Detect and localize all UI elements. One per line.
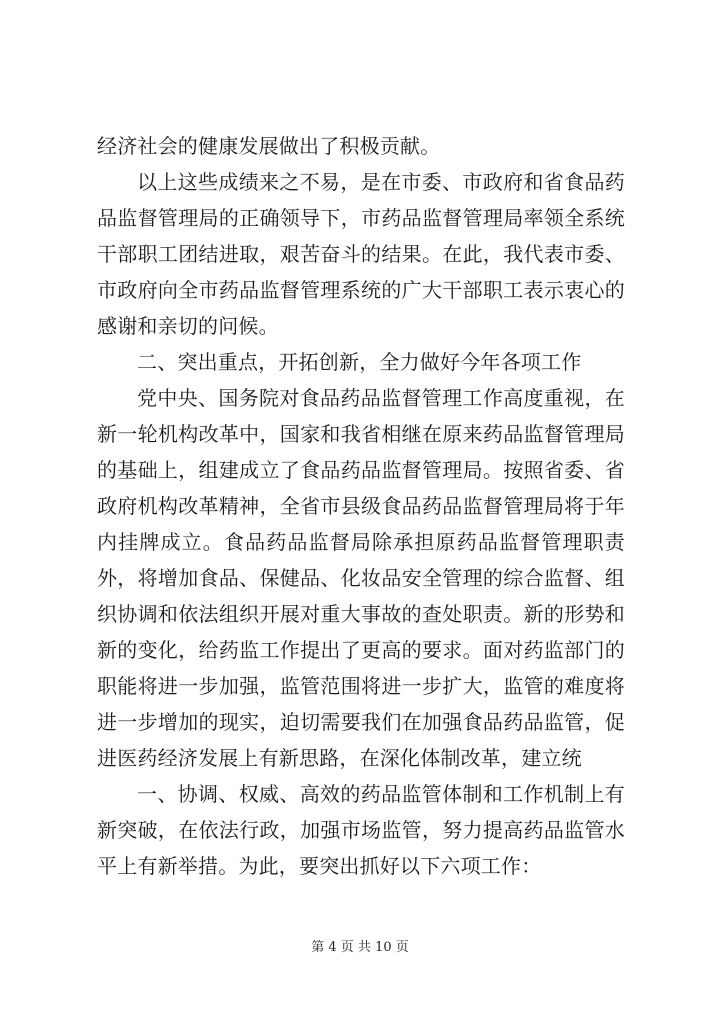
section-heading: 二、突出重点，开拓创新，全力做好今年各项工作 — [137, 350, 582, 374]
paragraph-reform: 党中央、国务院对食品药品监督管理工作高度重视，在新一轮机构改革中，国家和我省相继在原来药品监督管理局的基础上，组建成立了食品药品监督管理局。按照省委、省政府机构改革精神，全省市县级食品药品监督管理局将于年内挂牌成立。食品药品监督局除承担原药品监督管理职责外，将增加食品、保健品、化妆品安全管理的综合监督、组织协调和依法组织开展对重大事故的查处职责。新的形势和新的变化，给药监工作提出了更高的要求。面对药监部门的职能将进一步加强，监管范围将进一步扩大，监管的难度将进一步增加的现实，迫切需要我们在加强食品药品监管，促进医药经济发展上有新思路，在深化体制改革，建立统 — [97, 386, 625, 770]
page-number-footer: 第 4 页 共 10 页 — [311, 940, 409, 955]
document-body — [97, 128, 625, 884]
paragraph-continuation: 经济社会的健康发展做出了积极贡献。 — [97, 134, 441, 158]
paragraph-measures: 一、协调、权威、高效的药品监管体制和工作机制上有新突破，在依法行政，加强市场监管，努力提高药品监管水平上有新举措。为此，要突出抓好以下六项工作： — [97, 782, 625, 878]
paragraph-achievements: 以上这些成绩来之不易，是在市委、市政府和省食品药品监督管理局的正确领导下，市药品监督管理局率领全系统干部职工团结进取，艰苦奋斗的结果。在此，我代表市委、市政府向全市药品监督管理系统的广大干部职工表示衷心的感谢和亲切的问候。 — [97, 170, 625, 338]
